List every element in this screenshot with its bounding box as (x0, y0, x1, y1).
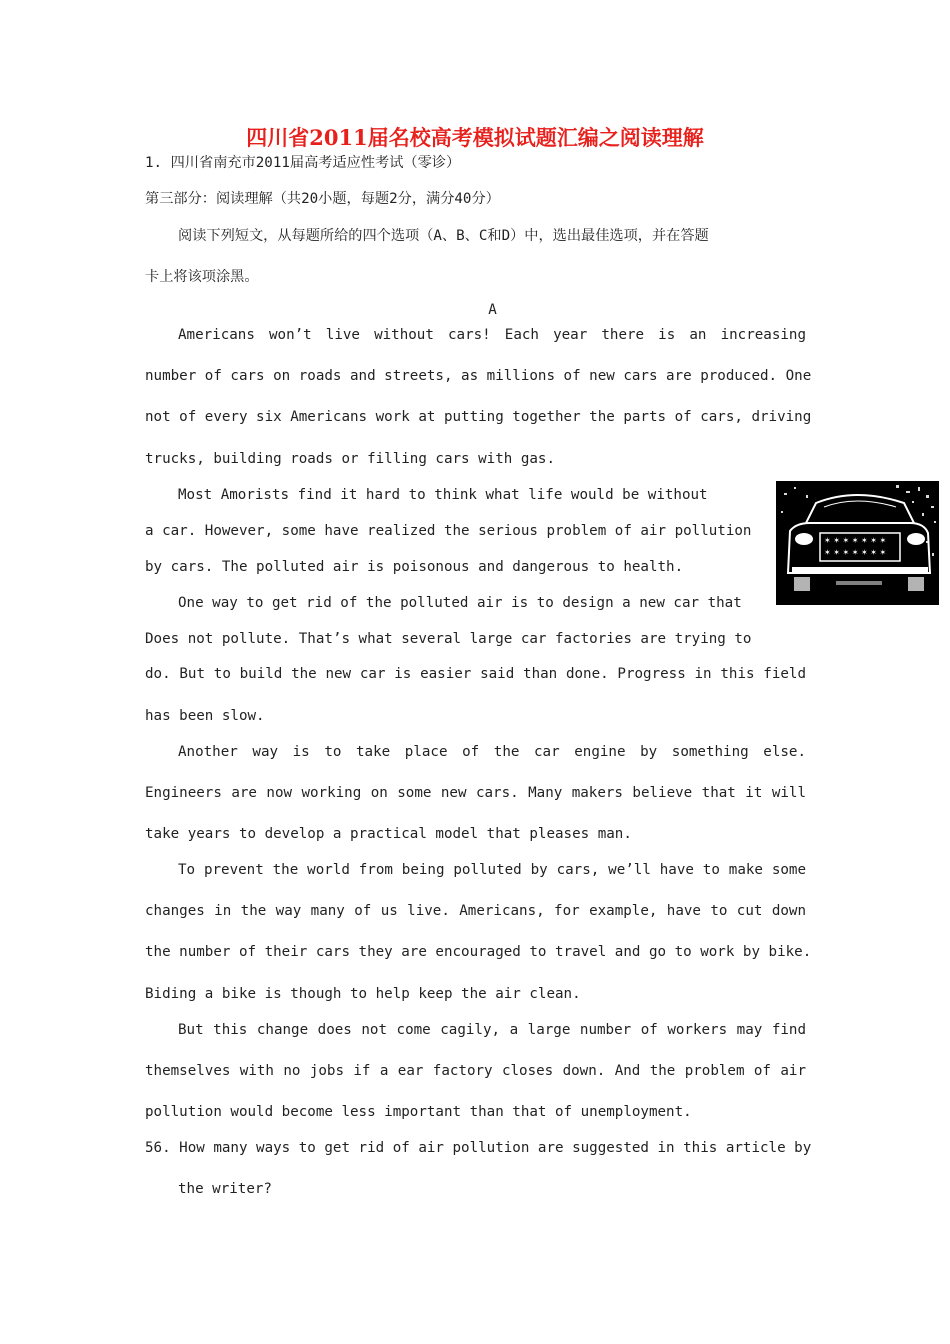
passage-line: the number of their cars they are encouraged to travel and go to work by bike. (145, 944, 812, 960)
question-56-line-2: the writer? (178, 1181, 272, 1197)
instructions-line-2: 卡上将该项涂黑。 (145, 269, 259, 285)
passage-line: number of cars on roads and streets, as millions of new cars are produced. One (145, 368, 812, 384)
car-front-photo (776, 481, 939, 605)
passage-line: changes in the way many of us live. Americans, for example, have to cut down (145, 903, 806, 919)
passage-line: To prevent the world from being polluted by cars, we’ll have to make some (178, 862, 806, 878)
question-56-line-1: 56. How many ways to get rid of air pollution are suggested in this article by (145, 1140, 812, 1156)
passage-line: take years to develop a practical model that pleases man. (145, 826, 632, 842)
passage-line: a car. However, some have realized the serious problem of air pollution (145, 523, 752, 539)
passage-line: not of every six Americans work at putting together the parts of cars, driving (145, 409, 812, 425)
document-title: 四川省2011届名校高考模拟试题汇编之阅读理解 (246, 125, 704, 150)
passage-line: trucks, building roads or filling cars with gas. (145, 451, 555, 467)
passage-line: But this change does not come cagily, a large number of workers may find (178, 1022, 806, 1038)
passage-line: do. But to build the new car is easier said than done. Progress in this field (145, 666, 806, 682)
passage-line: One way to get rid of the polluted air is to design a new car that (178, 595, 742, 611)
section-heading: 第三部分：阅读理解（共20小题，每题2分，满分40分） (145, 191, 500, 207)
passage-line: pollution would become less important than that of unemployment. (145, 1104, 692, 1120)
passage-line: Engineers are now working on some new cars. Many makers believe that it will (145, 785, 806, 801)
passage-line: Americans won’t live without cars! Each year there is an increasing (178, 327, 806, 343)
source-line: 1. 四川省南充市2011届高考适应性考试（零诊） (145, 155, 461, 171)
passage-line: by cars. The polluted air is poisonous and dangerous to health. (145, 559, 684, 575)
instructions-line-1: 阅读下列短文，从每题所给的四个选项（A、B、C和D）中，选出最佳选项，并在答题 (178, 228, 709, 244)
passage-line: Another way is to take place of the car engine by something else. (178, 744, 806, 760)
passage-line: has been slow. (145, 708, 265, 724)
passage-line: themselves with no jobs if a ear factory closes down. And the problem of air (145, 1063, 806, 1079)
svg-text:✶ ✶ ✶ ✶ ✶ ✶ ✶: ✶ ✶ ✶ ✶ ✶ ✶ ✶ (824, 548, 887, 557)
svg-text:✶ ✶ ✶ ✶ ✶ ✶ ✶: ✶ ✶ ✶ ✶ ✶ ✶ ✶ (824, 536, 887, 545)
passage-label: A (488, 302, 497, 318)
passage-line: Biding a bike is though to help keep the air clean. (145, 986, 581, 1002)
passage-line: Does not pollute. That’s what several large car factories are trying to (145, 631, 752, 647)
passage-line: Most Amorists find it hard to think what life would be without (178, 487, 708, 503)
